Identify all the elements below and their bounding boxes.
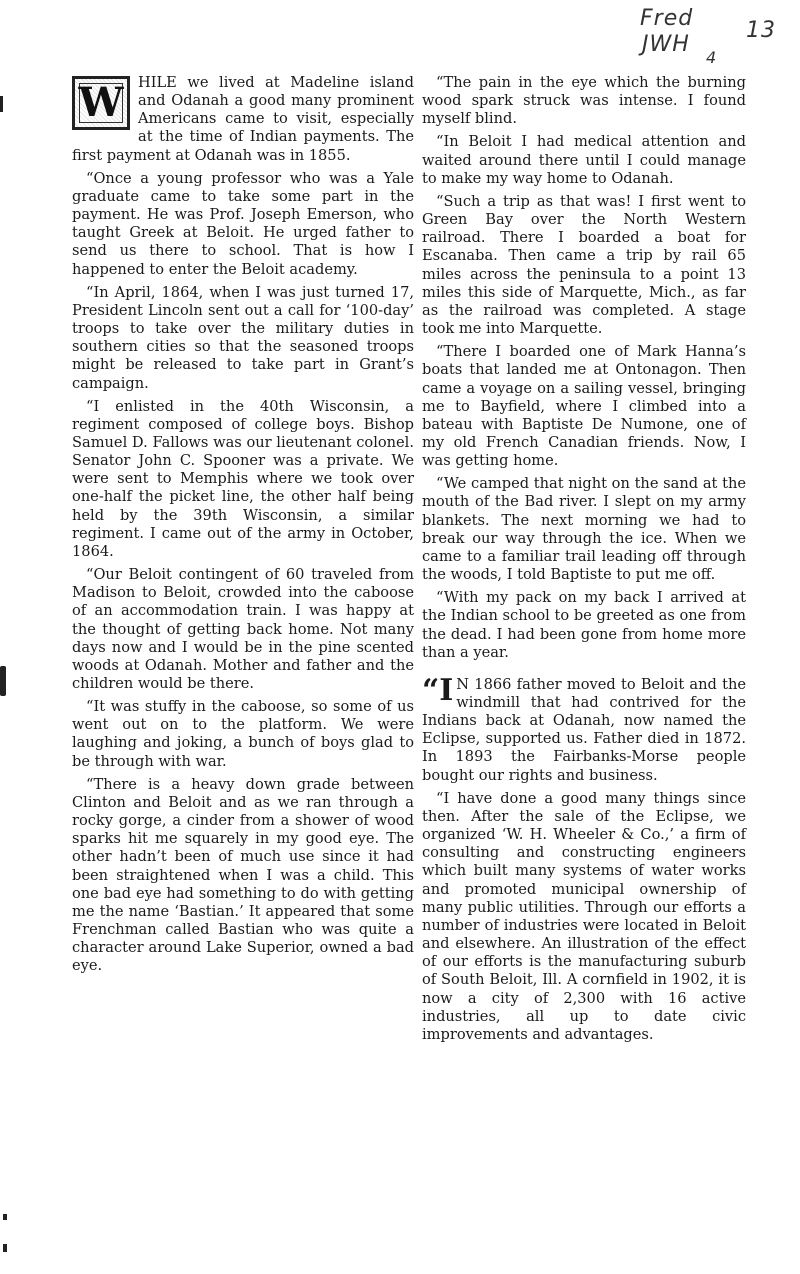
margin-smudge	[3, 1244, 7, 1252]
paragraph: “In April, 1864, when I was just turned 17, President Lincoln sent out a call for ‘100-day’ troops to take over the military duties in southern cities so that the seasoned troops might be released to take part in Grant’s campaign.	[72, 283, 414, 392]
handwritten-mark: 4	[706, 48, 718, 67]
paragraph: “The pain in the eye which the burning wood spark struck was intense. I found myself blind.	[422, 74, 746, 128]
margin-smudge	[0, 96, 3, 112]
section-text: N 1866 father moved to Beloit and the windmill that had contrived for the Indians back at Odanah, now named the Eclipse, supported us. Father died in 1872. In 1893 the Fairbanks-Morse people bought our rights and business.	[422, 675, 746, 784]
paragraph: “I have done a good many things since then. After the sale of the Eclipse, we organized ‘W. H. Wheeler & Co.,’ a firm of consulting and constructing engineers which built many systems of water works and promoted municipal ownership of many public utilities. Through our efforts a number of industries were located in Beloit and elsewhere. An illustration of the effect of our efforts is the manufacturing suburb of South Beloit, Ill. A cornfield in 1902, it is now a city of 2,300 with 16 active industries, all up to date civic improvements and advantages.	[422, 789, 746, 1043]
paragraph: “I enlisted in the 40th Wisconsin, a regiment composed of college boys. Bishop Samuel D. Fallows was our lieutenant colonel. Senator John C. Spooner was a private. We were sent to Memphis where we took over one-half the picket line, the other half being held by the 39th Wisconsin, a similar regiment. I came out of the army in October, 1864.	[72, 397, 414, 560]
right-column	[422, 74, 746, 1049]
section-paragraph	[422, 672, 746, 785]
paragraph: “It was stuffy in the caboose, so some of us went out on to the platform. We were laughing and joking, a bunch of boys glad to be through with war.	[72, 698, 414, 770]
ornamental-drop-cap	[72, 76, 130, 130]
handwritten-name: Fred	[640, 6, 694, 31]
handwritten-page-number: 13	[746, 18, 776, 43]
paragraph: “With my pack on my back I arrived at the Indian school to be greeted as one from the dead. I had been gone from home more than a year.	[422, 589, 746, 661]
drop-cap-letter: W	[78, 79, 124, 126]
paragraph: “There is a heavy down grade between Clinton and Beloit and as we ran through a rocky gorge, a cinder from a shower of wood sparks hit me squarely in my good eye. The other hadn’t been of much use since it had been straightened when I was a child. This one bad eye had something to do with getting me the name ‘Bastian.’ It appeared that some Frenchman called Bastian who was quite a character around Lake Superior, owned a bad eye.	[72, 775, 414, 975]
paragraph: “There I boarded one of Mark Hanna’s boats that landed me at Ontonagon. Then came a voyage on a sailing vessel, bringing me to Bayfield, where I climbed into a bateau with Baptiste De Numone, one of my old French Canadian friends. Now, I was getting home.	[422, 343, 746, 470]
paragraph: HILE we lived at Madeline island and Odanah a good many prominent Americans came to visit, especially at the time of Indian payments. The first payment at Odanah was in 1855.	[72, 74, 414, 164]
paragraph: “We camped that night on the sand at the mouth of the Bad river. I slept on my army blankets. The next morning we had to break our way through the ice. When we came to a familiar trail leading off through the woods, I told Baptiste to put me off.	[422, 475, 746, 584]
paragraph: “Once a young professor who was a Yale graduate came to take some part in the payment. He was Prof. Joseph Emerson, who taught Greek at Beloit. He urged father to send us there to school. That is how I happened to enter the Beloit academy.	[72, 169, 414, 278]
section-initial: “I	[422, 672, 454, 708]
paragraph: “Our Beloit contingent of 60 traveled from Madison to Beloit, crowded into the caboose of an accommodation train. I was happy at the thought of getting back home. Not many days now and I would be in the pine scented woods at Odanah. Mother and father and the children would be there.	[72, 566, 414, 692]
paragraph: “In Beloit I had medical attention and waited around there until I could manage to make my way home to Odanah.	[422, 133, 746, 187]
handwritten-initials: JWH	[642, 32, 690, 57]
paragraph: “Such a trip as that was! I first went to Green Bay over the North Western railroad. There I boarded a boat for Escanaba. Then came a trip by rail 65 miles across the peninsula to a point 13 miles this side of Marquette, Mich., as far as the railroad was completed. A stage took me into Marquette.	[422, 192, 746, 338]
margin-smudge	[3, 1214, 7, 1220]
left-column	[72, 74, 414, 981]
margin-smudge	[0, 666, 6, 696]
